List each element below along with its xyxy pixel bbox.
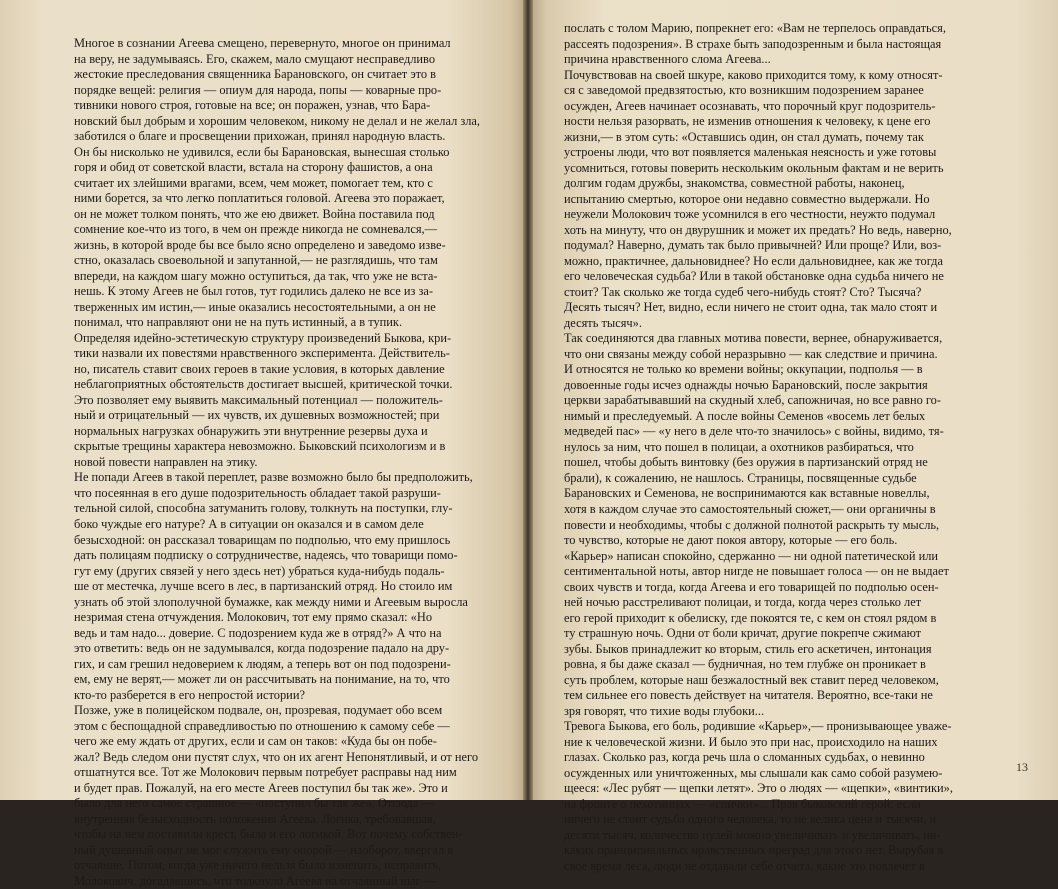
text-line: ный и отрицательный — их чувств, их душевных возможностей; при — [74, 408, 440, 423]
text-line: причина нравственного слома Агеева... — [564, 52, 771, 67]
text-line: но, писатель ставит своих героев в такие условия, в которых давление — [74, 361, 445, 376]
right-page — [530, 0, 1058, 873]
text-line: Это позволяет ему выявить максимальный потенциал — положитель- — [74, 392, 443, 407]
text-line: считает их злейшими врагами, всем, чем может, помогает тем, кто с — [74, 175, 433, 190]
text-line: свое время леса, люди не отдавали себе отчета, какие это повлечет в — [564, 858, 925, 873]
text-line: ровна, я бы даже сказал — будничная, но тем глубже он проникает в — [564, 657, 926, 672]
text-line: Позже, уже в полицейском подвале, он, прозревая, подумает обо всем — [74, 703, 443, 718]
text-line: хоть на минуту, что он двурушник и может их предать? Но ведь, наверно, — [564, 222, 952, 237]
text-line: ности нельзя разорвать, не изменив отношения к человеку, к цене его — [564, 114, 931, 129]
text-line: он не может толком понять, что же ею движет. Война поставила под — [74, 206, 435, 221]
text-line: впереди, на каждом шагу можно оступиться, да так, что уже не вста- — [74, 268, 438, 283]
text-line: Так соединяются два главных мотива повести, вернее, обнаруживается, — [564, 331, 943, 346]
text-line: кто-то разберется в его непростой истории? — [74, 687, 305, 702]
text-line: это ответить: ведь он не задумывался, когда подозрение падало на дру- — [74, 641, 450, 656]
text-line: брали), к сожалению, не нашлось. Страницы, посвященные судьбе — [564, 470, 917, 485]
text-line: медведей пас» — «у него в деле что-то значилось» с войны, видимо, тя- — [564, 424, 944, 439]
text-line: глазах. Сколько раз, когда речь шла о сломанных судьбах, о невинно — [564, 750, 925, 765]
text-line: каких принципиальных нравственных преград для этого нет. Вырубая в — [564, 843, 944, 858]
text-line: что они связаны между собой неразрывно — как следствие и причина. — [564, 346, 938, 361]
right-page-text — [564, 21, 953, 874]
text-line: ем, ему не верят,— может ли он рассчитывать на понимание, на то, что — [74, 672, 450, 687]
text-line: Многое в сознании Агеева смещено, перевернуто, многое он принимал — [74, 36, 451, 50]
text-line: его человеческая судьба? Или в такой обстановке одна судьба ничего не — [564, 269, 944, 284]
text-line: и будет прав. Пожалуй, на его месте Агеев поступил бы так же». Это и — [74, 780, 448, 795]
text-line: послать с толом Марию, попрекнет его: «Вам не терпелось оправдаться, — [564, 21, 946, 35]
text-line: церкви зарабатывавший на скудный хлеб, сапожничая, но все равно го- — [564, 393, 941, 408]
text-line: Определяя идейно-эстетическую структуру произведений Быкова, кри- — [74, 330, 452, 345]
text-line: жестокие преследования священника Барановского, он считает это в — [74, 67, 437, 82]
text-line: тики назвали их повестями нравственного эксперимента. Действитель- — [74, 346, 450, 361]
text-line: тем сильнее его повесть действует на читателя. Вероятно, все-таки не — [564, 688, 933, 703]
text-line: хотя в каждом случае это самостоятельный сюжет,— они органичны в — [564, 501, 936, 516]
text-line: неблагоприятных обстоятельств достигает высшей, критической точки. — [74, 377, 453, 392]
text-line: что посеянная в его душе подозрительность обладает такой разруши- — [74, 485, 441, 500]
text-line: его герой приходит к обелиску, где покоятся те, с кем он стоял рядом в — [564, 610, 937, 625]
text-line: нимый и преследуемый. А после войны Семенов «восемь лет белых — [564, 408, 926, 423]
text-line: осужденных или уничтоженных, мы слышали как само собой разумею- — [564, 765, 943, 780]
text-line: этом с беспощадной справедливостью по отношению к самому себе — — [74, 718, 450, 733]
text-line: гих, и сам грешил недоверием к людям, а теперь вот он под подозрени- — [74, 656, 451, 671]
text-line: нулось за ним, что пошел в полицаи, а охотников разбираться, что — [564, 439, 914, 454]
text-line: сомнение кое-что из того, в чем он прежде никогда не сомневался,— — [74, 222, 438, 237]
text-line: нешь. К этому Агеев не был готов, тут годились далеко не все из за- — [74, 284, 434, 299]
text-line: Тревога Быкова, его боль, родившие «Карьер»,— пронизывающее уваже- — [564, 719, 952, 734]
text-line: довоенные годы исчез однажды ночью Барановский, после закрытия — [564, 377, 928, 392]
text-line: новой повести направлен на этику. — [74, 454, 258, 469]
text-line: Молокович, догадавшись, что толкнуло Агеева на отчаянный шаг — — [74, 873, 437, 888]
text-line: было для него самое страшное — «поступил бы так же». Отсюда — — [74, 796, 434, 811]
text-line: безысходной: он рассказал товарищам по подполью, что ему пришлось — [74, 532, 451, 547]
text-line: жизнь, в которой вроде бы все было ясно определено и заведомо изве- — [74, 237, 446, 252]
text-line: боко чуждые его натуре? А в ситуации он оказался и в самом деле — [74, 516, 424, 531]
book-gutter — [523, 0, 533, 800]
text-line: усомниться, готовы поверить нескольким окольным фактам и не верить — [564, 160, 944, 175]
text-line: тельной силой, способна затуманить голову, толкнуть на поступки, глу- — [74, 501, 453, 516]
text-line: понимал, что направляют они не на путь истинный, а в тупик. — [74, 315, 403, 330]
text-line: жизни,— в этом суть: «Оставшись один, он стал думать, почему так — [564, 129, 924, 144]
text-line: своих чувств и тогда, когда Агеева и его товарищей по подполью осен- — [564, 579, 939, 594]
text-line: ся с заведомой предвзятостью, кто возникшим подозрением заранее — [564, 83, 924, 98]
text-line: гут ему (других связей у него здесь нет) убраться куда-нибудь подаль- — [74, 563, 445, 578]
text-line: нормальных нагрузках обнаружить эти внутренние резервы духа и — [74, 423, 428, 438]
text-line: долгим годам дружбы, знакомства, совместной работы, наконец, — [564, 176, 905, 191]
text-line: ный душевный опыт не мог служить ему опорой — наоборот, ввергал в — [74, 842, 454, 857]
text-line: Барановских и Семенова, не воспринимаются как вставные новеллы, — [564, 486, 930, 501]
text-line: И относятся не только ко времени войны; оккупации, подполья — в — [564, 362, 923, 377]
text-line: отчаяние. Потом, когда уже ничего нельзя было изменить, исправить, — [74, 858, 442, 873]
text-line: ней ночью расстреливают полицаи, и тогда, когда через столько лет — [564, 595, 922, 610]
text-line: испытанию смертью, которое они недавно совместно выдержали. Но — [564, 191, 930, 206]
text-line: десяти тысяч, количество нулей можно увеличивать и увеличивать, ни- — [564, 827, 941, 842]
text-line: тивники нового строя, готовые на все; он поражен, узнав, что Бара- — [74, 98, 431, 113]
text-line: сентиментальной ноты, автор нигде не повышает голоса — он не выдает — [564, 564, 949, 579]
text-line: зубы. Быков принадлежит ко вторым, стиль его аскетичен, интонация — [564, 641, 932, 656]
text-line: незримая стена отчуждения. Молокович, тот ему прямо сказал: «Но — [74, 610, 433, 625]
text-line: Почувствовав на своей шкуре, каково приходится тому, к кому относят- — [564, 67, 943, 82]
text-line: отшатнутся все. Тот же Молокович первым потребует расправы над ним — [74, 765, 457, 780]
text-line: скрытые трещины характера невозможно. Быковский психологизм и в — [74, 439, 446, 454]
text-line: устроены люди, что вот появляется маленькая неясность и уже готовы — [564, 145, 937, 160]
text-line: жал? Ведь следом они пустят слух, что он их агент Непонятливый, и от него — [74, 749, 479, 764]
text-line: чтобы на нем поставили крест, была и его логикой. Вот почему собствен- — [74, 827, 463, 842]
text-line: ведь и там надо... доверие. С подозрением куда же в отряд?» А что на — [74, 625, 442, 640]
text-line: можно, практичнее, дальновиднее? Но если дальновиднее, как же тогда — [564, 253, 943, 268]
text-line: чего же ему ждать от других, если и сам он таков: «Куда бы он побе- — [74, 734, 437, 749]
text-line: новский был добрым и хорошим человеком, никому не делал и не желал зла, — [74, 113, 481, 128]
text-line: узнать об этой злополучной бумажке, как между ними и Агеевым выросла — [74, 594, 468, 609]
text-line: щееся: «Лес рубят — щепки летят». Это о людях — «щепки», «винтики», — [564, 781, 953, 796]
text-line: ту страшную ночь. Одни от боли кричат, другие покрепче сжимают — [564, 626, 922, 641]
text-line: горя и обид от советской власти, встала на сторону фашистов, а она — [74, 160, 433, 175]
text-line: тверженных им истин,— иные оказались несостоятельными, а он не — [74, 299, 436, 314]
text-line: дать полицаям подписку о сотрудничестве, надеясь, что товарищи помо- — [74, 548, 458, 563]
text-line: Он бы нисколько не удивился, если бы Барановская, вынесшая столько — [74, 144, 450, 159]
text-line: ними борется, за что легко поплатиться головой. Агеева это поражает, — [74, 191, 445, 206]
text-line: «Карьер» написан спокойно, сдержанно — ни одной патетической или — [564, 548, 939, 563]
text-line: стоит? Так сколько же тогда судеб чего-нибудь стоят? Сто? Тысяча? — [564, 284, 922, 299]
left-page-text — [74, 36, 480, 889]
text-line: на фронте о пехотинцах — «спички»... Прав быковский герой: если — [564, 796, 921, 811]
left-page — [0, 0, 526, 888]
text-line: пошел, чтобы добыть винтовку (без оружия в партизанский отряд не — [564, 455, 928, 470]
text-line: ние к человеческой жизни. И было это при нас, происходило на наших — [564, 734, 938, 749]
text-line: порядке вещей: религия — опиум для народа, попы — коварные про- — [74, 82, 442, 97]
text-line: рассеять подозрения». В страхе быть заподозренным и была настоящая — [564, 36, 942, 51]
text-line: внутренняя безысходность положения Агеева. Логика, требовавшая, — [74, 811, 436, 826]
text-line: ше от местечка, лучше всего в лес, в партизанский отряд. Но стоило им — [74, 579, 453, 594]
text-line: ничего не стоит судьба одного человека, то не велика цена и тысячи, и — [564, 812, 936, 827]
text-line: подумал? Наверно, думать так было привычней? Или проще? Или, воз- — [564, 238, 942, 253]
text-line: неужели Молокович тоже усомнился в его честности, неужто подумал — [564, 207, 936, 222]
text-line: повести и необходимы, чтобы с должной полнотой раскрыть ту мысль, — [564, 517, 940, 532]
text-line: стно, оказалась своевольной и запутанной,— не разглядишь, что там — [74, 253, 438, 268]
text-line: на веру, не задумываясь. Его, скажем, мало смущают несправедливо — [74, 51, 436, 66]
text-line: десять тысяч». — [564, 315, 642, 330]
text-line: Десять тысяч? Нет, видно, если ничего не стоит одна, так мало стоят и — [564, 300, 938, 315]
page-number: 13 — [1016, 760, 1028, 774]
text-line: осужден, Агеев начинает осознавать, что порочный круг подозритель- — [564, 98, 936, 113]
text-line: Не попади Агеев в такой переплет, разве возможно было бы предположить, — [74, 470, 473, 485]
text-line: то чувство, которые не дают покоя автору, которые — его боль. — [564, 533, 898, 548]
text-line: заботился о благе и просвещении прихожан, принял народную власть. — [74, 129, 446, 144]
text-line: суть проблем, которые наш безжалостный век ставит перед человеком, — [564, 672, 939, 687]
text-line: зря говорят, что тихие воды глубоки... — [564, 703, 765, 718]
